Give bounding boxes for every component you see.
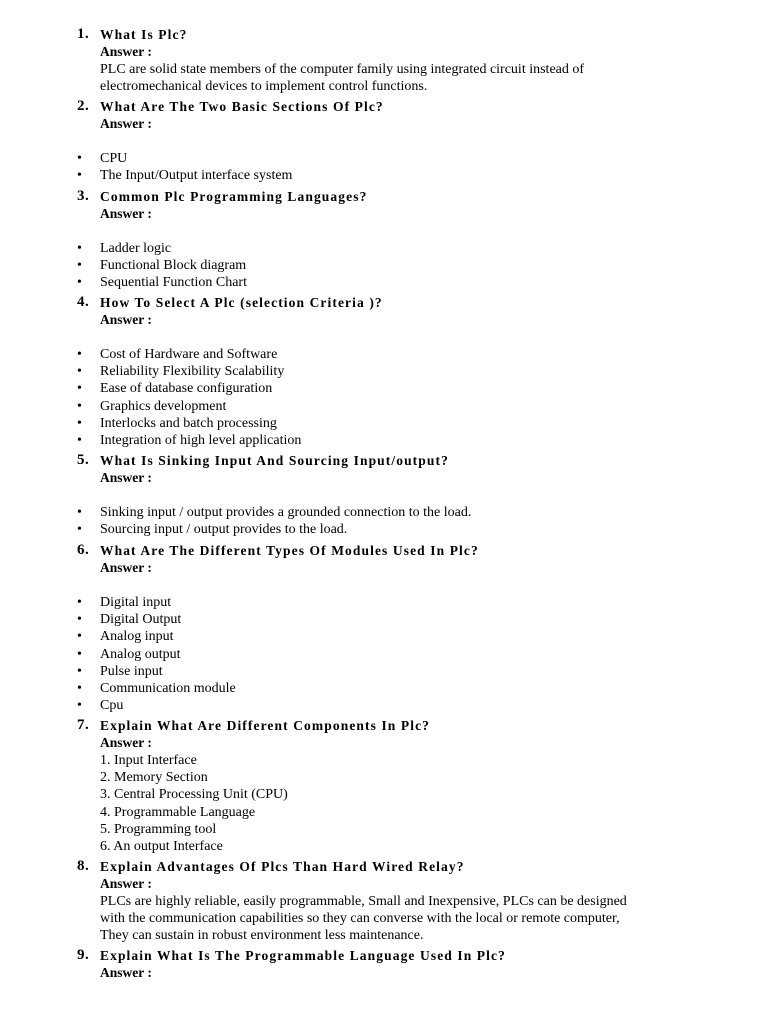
- list-item-text: Reliability Flexibility Scalability: [100, 364, 285, 380]
- question-number: 8.: [77, 858, 90, 874]
- question-title: What Are The Two Basic Sections Of Plc?: [100, 99, 384, 114]
- list-item-text: Ease of database configuration: [100, 381, 273, 397]
- bullet-icon: •: [77, 415, 82, 431]
- bullet-icon: •: [77, 629, 82, 645]
- bullet-icon: •: [77, 168, 82, 184]
- answer-line: PLC are solid state members of the computer family using integrated circuit instead of: [100, 62, 585, 77]
- bullet-icon: •: [77, 398, 82, 414]
- question-number: 6.: [77, 542, 90, 558]
- list-item-text: Interlocks and batch processing: [100, 415, 277, 431]
- list-item-text: Sinking input / output provides a grounded connection to the load.: [100, 505, 472, 520]
- list-item: 4. Programmable Language: [100, 804, 256, 820]
- bullet-icon: •: [77, 381, 82, 397]
- list-item-text: Cost of Hardware and Software: [100, 347, 278, 362]
- answer-label: Answer :: [100, 44, 152, 59]
- bullet-icon: •: [77, 241, 82, 256]
- question-number: 5.: [77, 452, 90, 468]
- list-item-text: Integration of high level application: [100, 432, 302, 448]
- list-item-text: CPU: [100, 151, 128, 166]
- question-title: What Is Plc?: [100, 27, 188, 42]
- answer-label: Answer :: [100, 560, 152, 575]
- list-item-text: Sequential Function Chart: [100, 275, 247, 291]
- question-number: 2.: [77, 98, 90, 114]
- question-title: What Is Sinking Input And Sourcing Input/output?: [100, 453, 449, 468]
- list-item-text: Sourcing input / output provides to the load.: [100, 522, 348, 538]
- question-number: 3.: [77, 188, 90, 204]
- bullet-icon: •: [77, 347, 82, 362]
- answer-label: Answer :: [100, 470, 152, 485]
- bullet-icon: •: [77, 258, 82, 274]
- answer-label: Answer :: [100, 206, 152, 221]
- list-item-text: Cpu: [100, 698, 124, 714]
- question-number: 4.: [77, 294, 90, 310]
- question-title: Explain What Is The Programmable Language Used In Plc?: [100, 948, 506, 963]
- bullet-icon: •: [77, 595, 82, 610]
- question-title: Explain Advantages Of Plcs Than Hard Wired Relay?: [100, 859, 465, 874]
- answer-label: Answer :: [100, 876, 152, 891]
- bullet-icon: •: [77, 522, 82, 538]
- answer-label: Answer :: [100, 965, 152, 980]
- bullet-icon: •: [77, 698, 82, 714]
- list-item-text: The Input/Output interface system: [100, 168, 293, 184]
- list-item-text: Digital input: [100, 595, 172, 610]
- bullet-icon: •: [77, 151, 82, 166]
- list-item-text: Graphics development: [100, 398, 227, 414]
- list-item-text: Ladder logic: [100, 241, 172, 256]
- answer-label: Answer :: [100, 312, 152, 327]
- list-item-text: Analog output: [100, 646, 181, 662]
- answer-line: PLCs are highly reliable, easily programmable, Small and Inexpensive, PLCs can be designed: [100, 894, 627, 909]
- answer-line: They can sustain in robust environment less maintenance.: [100, 928, 424, 943]
- list-item: 5. Programming tool: [100, 821, 217, 837]
- question-number: 7.: [77, 717, 90, 733]
- bullet-icon: •: [77, 680, 82, 696]
- bullet-icon: •: [77, 275, 82, 291]
- list-item-text: Digital Output: [100, 612, 182, 628]
- question-title: How To Select A Plc (selection Criteria )?: [100, 295, 383, 310]
- bullet-icon: •: [77, 364, 82, 380]
- bullet-icon: •: [77, 646, 82, 662]
- list-item-text: Analog input: [100, 629, 174, 645]
- list-item-text: Pulse input: [100, 663, 163, 679]
- answer-line: electromechanical devices to implement control functions.: [100, 79, 428, 94]
- bullet-icon: •: [77, 505, 82, 520]
- answer-paragraph: [100, 61, 660, 95]
- bullet-icon: •: [77, 612, 82, 628]
- list-item-text: Functional Block diagram: [100, 258, 247, 274]
- question-title: What Are The Different Types Of Modules Used In Plc?: [100, 543, 479, 558]
- question-number: 9.: [77, 947, 90, 963]
- list-item: 6. An output Interface: [100, 838, 223, 854]
- answer-paragraph: [100, 893, 660, 944]
- answer-label: Answer :: [100, 735, 152, 750]
- answer-line: with the communication capabilities so they can converse with the local or remote computer,: [100, 911, 620, 926]
- numbered-list: [100, 752, 288, 855]
- list-item: 2. Memory Section: [100, 770, 208, 786]
- list-item: 3. Central Processing Unit (CPU): [100, 787, 288, 803]
- bullet-icon: •: [77, 663, 82, 679]
- list-item-text: Communication module: [100, 680, 236, 696]
- bullet-icon: •: [77, 432, 82, 448]
- question-title: Common Plc Programming Languages?: [100, 189, 368, 204]
- question-title: Explain What Are Different Components In Plc?: [100, 718, 431, 733]
- list-item: 1. Input Interface: [100, 753, 197, 768]
- question-number: 1.: [77, 26, 90, 42]
- answer-label: Answer :: [100, 116, 152, 131]
